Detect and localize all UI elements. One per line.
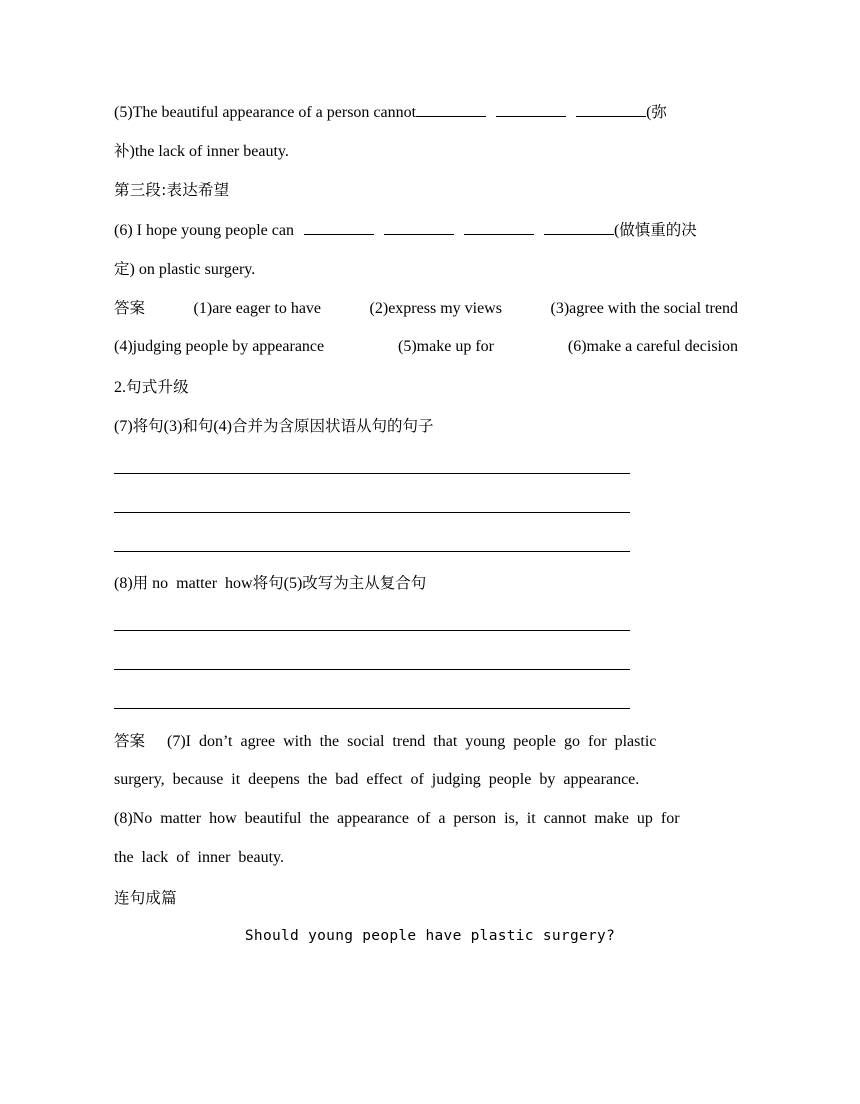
answer-item: (4)judging people by appearance	[114, 338, 325, 355]
item5-hint: 弥	[651, 103, 667, 121]
prompt-text: 合并为含原因状语从句的句子	[232, 417, 434, 435]
paren: (	[613, 222, 620, 239]
answer-text: (7)I don’t agree with the social trend that young people go for plastic	[167, 733, 657, 750]
answer-item: (5)make up for	[398, 338, 494, 355]
prompt-text: 和句	[182, 417, 214, 435]
ref-number: (5)	[283, 575, 303, 592]
item5-line2	[114, 141, 289, 162]
item5-hint-cont: 补	[114, 142, 130, 160]
writing-line[interactable]	[114, 630, 630, 631]
answer-label: 答案	[114, 299, 146, 317]
answer-blank[interactable]	[464, 220, 534, 235]
item5-line1	[114, 102, 667, 123]
writing-line[interactable]	[114, 473, 630, 474]
answer-blank[interactable]	[544, 220, 614, 235]
item-number: (7)	[114, 418, 133, 435]
item6-text: (6) I hope young people can	[114, 222, 294, 239]
item6-text-cont: ) on plastic surgery.	[129, 261, 256, 278]
answer-item: (1)are eager to have	[193, 300, 322, 317]
section-heading	[114, 377, 189, 398]
writing-line[interactable]	[114, 669, 630, 670]
paren: (	[646, 104, 652, 121]
item-number: (8)	[114, 575, 133, 592]
item6-line2	[114, 259, 255, 280]
section-heading: 第三段:表达希望	[114, 181, 230, 199]
ref-number: (4)	[213, 418, 232, 435]
prompt-text: 将句	[252, 574, 284, 592]
section-number: 2.	[114, 379, 126, 396]
item5-text-cont: )the lack of inner beauty.	[129, 143, 289, 160]
prompt-text: 改写为主从复合句	[302, 574, 427, 592]
answer1-line1	[114, 298, 738, 319]
prompt-text: 用	[132, 574, 149, 592]
section-title: 句式升级	[126, 378, 189, 396]
answer-item: (2)express my views	[369, 300, 502, 317]
item7-prompt	[114, 416, 434, 437]
writing-line[interactable]	[114, 551, 630, 552]
answer-blank[interactable]	[304, 220, 374, 235]
section-heading: 连句成篇	[114, 889, 177, 907]
answer-blank[interactable]	[384, 220, 454, 235]
answer-item: (6)make a careful decision	[567, 338, 738, 355]
answer2-line4	[114, 848, 284, 868]
answer2-line3	[114, 809, 680, 829]
answer-text: (8)No matter how beautiful the appearance of a person is, it cannot make up for	[114, 810, 680, 827]
answer-blank[interactable]	[416, 102, 486, 117]
answer-label: 答案	[114, 732, 146, 750]
prompt-phrase: no matter how	[148, 575, 253, 592]
item6-hint-cont: 定	[114, 260, 130, 278]
answer-blank[interactable]	[496, 102, 566, 117]
writing-line[interactable]	[114, 708, 630, 709]
answer2-line1	[114, 731, 656, 752]
answer-text: surgery, because it deepens the bad effect of judging people by appearance.	[114, 771, 640, 788]
answer2-line2	[114, 770, 639, 790]
essay-title: Should young people have plastic surgery?	[244, 928, 616, 944]
item6-hint: 做慎重的决	[619, 221, 697, 239]
item8-prompt	[114, 573, 426, 594]
answer-blank[interactable]	[576, 102, 646, 117]
prompt-text: 将句	[132, 417, 164, 435]
writing-line[interactable]	[114, 512, 630, 513]
answer1-line2	[114, 337, 738, 357]
answer-text: the lack of inner beauty.	[114, 849, 285, 866]
item6-line1	[114, 220, 697, 241]
item5-text: (5)The beautiful appearance of a person cannot	[114, 104, 417, 121]
answer-item: (3)agree with the social trend	[550, 300, 738, 317]
ref-number: (3)	[163, 418, 183, 435]
